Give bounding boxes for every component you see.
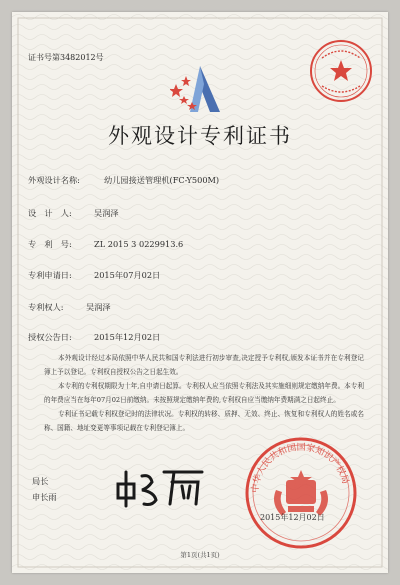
- national-ip-office-seal: [242, 434, 360, 552]
- certificate-number: 证书号第3482012号: [28, 53, 104, 62]
- grant-date-label: 授权公告日:: [28, 332, 72, 342]
- register-paragraph: 专利证书记载专利权登记时的法律状况。专利权的转移、质押、无效、终止、恢复和专利权人的姓名或名称、国籍、地址变更等事项记载在专利登记簿上。: [44, 410, 364, 432]
- patentee-value: 吴润泽: [86, 302, 111, 312]
- director-title: 局长: [32, 476, 49, 486]
- patent-number-value: ZL 2015 3 0229913.6: [94, 239, 184, 249]
- certificate-title: 外观设计专利证书: [108, 124, 292, 148]
- filing-date-label: 专利申请日:: [28, 270, 72, 280]
- designer-value: 吴润泽: [94, 208, 119, 218]
- director-name-printed: 申长雨: [32, 492, 57, 502]
- certificate-page: [12, 12, 388, 573]
- agency-seal-stamp: [308, 38, 374, 104]
- filing-date-value: 2015年07月02日: [94, 270, 161, 280]
- seal-date-stamp: 2015年12月02日: [260, 513, 325, 522]
- grant-statement-paragraph: 本外观设计经过本局依照中华人民共和国专利法进行初步审查,决定授予专利权,颁发本证书并在专利登记簿上予以登记。专利权自授权公告之日起生效。: [44, 354, 364, 376]
- seal-arc-text: 中华人民共和国国家知识产权局: [250, 442, 351, 494]
- patent-number-label: 专 利 号:: [28, 239, 72, 249]
- designer-label: 设 计 人:: [28, 208, 72, 218]
- grant-date-value: 2015年12月02日: [94, 332, 161, 342]
- design-name-value: 幼儿园接送管理机(FC-Y500M): [104, 175, 220, 185]
- patent-office-emblem: [170, 62, 232, 118]
- patentee-label: 专利权人:: [28, 302, 64, 312]
- director-signature: [112, 458, 208, 510]
- page-footer: 第1页(共1页): [180, 551, 220, 559]
- term-fee-paragraph: 本专利的专利权期限为十年,自申请日起算。专利权人应当依照专利法及其实施细则规定缴纳年费。本专利的年费应当在每年07月02日前缴纳。未按照规定缴纳年费的,专利权自应当缴纳年费期满之日起终止。: [44, 382, 364, 404]
- design-name-label: 外观设计名称:: [28, 175, 80, 185]
